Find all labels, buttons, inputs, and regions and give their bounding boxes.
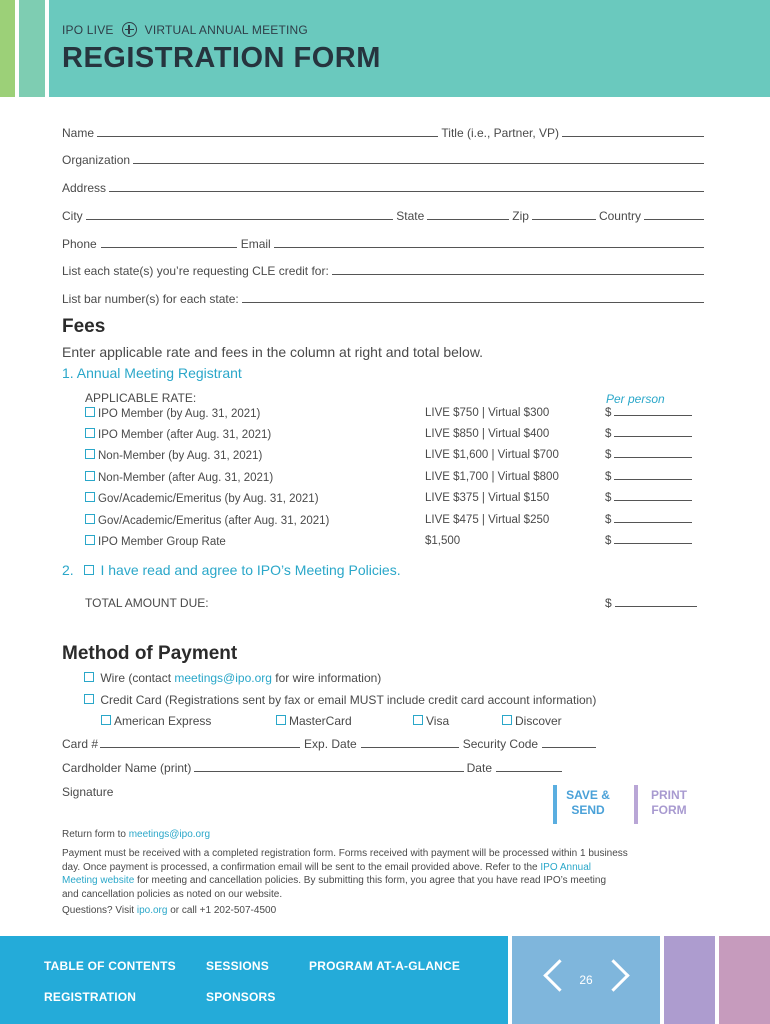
cardholder-field[interactable] <box>194 771 463 772</box>
visa-label: Visa <box>426 714 450 728</box>
phone-label: Phone <box>62 237 97 251</box>
bar-numbers-row <box>62 290 704 306</box>
fee-row <box>85 492 695 508</box>
header-accent-teal <box>19 0 45 97</box>
card-visa <box>413 714 449 728</box>
fee-name: IPO Member (by Aug. 31, 2021) <box>98 408 261 420</box>
fee-row <box>85 471 695 487</box>
fee-price: LIVE $475 | Virtual $250 <box>425 514 550 526</box>
meeting-policies-row <box>62 562 401 578</box>
payment-heading: Method of Payment <box>62 643 238 664</box>
note-line <box>62 874 702 888</box>
card-number-field[interactable] <box>100 747 300 748</box>
amex-label: American Express <box>114 714 212 728</box>
name-title-row <box>62 124 704 140</box>
dollar-sign: $ <box>605 535 612 547</box>
email-field[interactable] <box>274 247 704 248</box>
fee-row <box>85 514 695 530</box>
checkbox[interactable] <box>85 535 95 545</box>
footer-nav <box>0 936 508 1024</box>
cle-states-field[interactable] <box>332 274 704 275</box>
dollar-sign: $ <box>605 596 612 610</box>
fee-name: Non-Member (after Aug. 31, 2021) <box>98 472 274 484</box>
state-label: State <box>396 209 425 223</box>
questions-post: or call +1 202-507-4500 <box>167 905 277 916</box>
nav-sessions[interactable]: SESSIONS <box>206 959 269 973</box>
fee-name: Gov/Academic/Emeritus (after Aug. 31, 2021) <box>98 515 330 527</box>
per-person-label: Per person <box>606 392 665 406</box>
page-title: REGISTRATION FORM <box>62 42 381 74</box>
date-field[interactable] <box>496 771 562 772</box>
note-line: Payment must be received with a completed registration form. Forms received with payment will be processed within 1 business <box>62 848 628 859</box>
print-line2: FORM <box>651 803 687 817</box>
date-label: Date <box>466 761 492 775</box>
save-send-button[interactable] <box>553 785 619 824</box>
fee-name: IPO Member (after Aug. 31, 2021) <box>98 429 272 441</box>
bar-numbers-label: List bar number(s) for each state: <box>62 292 239 306</box>
country-label: Country <box>598 209 641 223</box>
name-label: Name <box>62 126 95 140</box>
pager <box>512 936 660 1024</box>
address-label: Address <box>62 181 107 195</box>
discover-label: Discover <box>515 714 562 728</box>
signature-label: Signature <box>62 785 114 799</box>
nav-sponsors[interactable]: SPONSORS <box>206 990 276 1004</box>
credit-card-checkbox[interactable] <box>84 694 94 704</box>
checkbox[interactable] <box>85 471 95 481</box>
note-text: for meeting and cancellation policies. By submitting this form, you agree that you have read IPO’s meeting <box>134 875 606 886</box>
fee-amount-field[interactable] <box>614 522 692 523</box>
annual-meeting-registrant: 1. Annual Meeting Registrant <box>62 365 242 381</box>
return-pre: Return form to <box>62 829 129 840</box>
dollar-sign: $ <box>605 471 612 483</box>
fee-name: Gov/Academic/Emeritus (by Aug. 31, 2021) <box>98 493 319 505</box>
card-details-row <box>62 735 598 751</box>
phone-field[interactable] <box>101 247 237 248</box>
total-amount-field[interactable] <box>615 606 697 607</box>
questions-note <box>62 904 276 918</box>
print-form-button[interactable] <box>634 785 700 824</box>
plus-circle-icon <box>122 22 137 37</box>
wire-checkbox[interactable] <box>84 672 94 682</box>
dollar-sign: $ <box>605 449 612 461</box>
note-text: day. Once payment is processed, a confirmation email will be sent to the email provided above. Refer to the <box>62 861 541 873</box>
card-number-label: Card # <box>62 737 99 751</box>
dollar-sign: $ <box>605 492 612 504</box>
discover-checkbox[interactable] <box>502 715 512 725</box>
fee-price: LIVE $850 | Virtual $400 <box>425 428 550 440</box>
credit-card-option <box>84 693 596 707</box>
cle-states-row <box>62 262 704 278</box>
address-row <box>62 179 704 195</box>
save-line2: SEND <box>571 803 605 817</box>
checkbox[interactable] <box>85 407 95 417</box>
title-label: Title (i.e., Partner, VP) <box>441 126 559 140</box>
fee-price: LIVE $375 | Virtual $150 <box>425 492 550 504</box>
exp-date-field[interactable] <box>361 747 459 748</box>
security-code-label: Security Code <box>462 737 539 751</box>
title-field[interactable] <box>562 136 704 137</box>
zip-field[interactable] <box>532 219 596 220</box>
credit-card-label: Credit Card (Registrations sent by fax or email MUST include credit card account information) <box>100 693 597 707</box>
cle-states-label: List each state(s) you’re requesting CLE credit for: <box>62 264 329 278</box>
name-field[interactable] <box>97 136 438 137</box>
cardholder-row <box>62 759 562 775</box>
fees-heading: Fees <box>62 316 106 337</box>
total-amount <box>605 596 697 610</box>
payment-policy-note <box>62 847 702 901</box>
fee-amount-field[interactable] <box>614 500 692 501</box>
organization-label: Organization <box>62 153 131 167</box>
note-line: and cancellation policies as noted on our website. <box>62 888 283 900</box>
ipo-annual-link[interactable]: IPO Annual <box>540 861 591 873</box>
security-code-field[interactable] <box>542 747 596 748</box>
eyebrow-right: VIRTUAL ANNUAL MEETING <box>144 22 308 37</box>
footer-accent-pink <box>719 936 770 1024</box>
city-row <box>62 207 704 223</box>
address-field[interactable] <box>109 191 704 192</box>
ipo-org-link[interactable]: ipo.org <box>136 905 168 916</box>
state-field[interactable] <box>427 219 509 220</box>
header-accent-green <box>0 0 15 97</box>
fee-row <box>85 449 695 465</box>
checkbox[interactable] <box>85 514 95 524</box>
fee-amount-field[interactable] <box>614 415 692 416</box>
fee-row <box>85 535 695 551</box>
city-label: City <box>62 209 83 223</box>
item2-number: 2. <box>62 562 74 578</box>
mastercard-checkbox[interactable] <box>276 715 286 725</box>
save-line1: SAVE & <box>566 788 610 802</box>
dollar-sign: $ <box>605 407 612 419</box>
fee-price: $1,500 <box>425 535 461 547</box>
country-field[interactable] <box>644 219 704 220</box>
eyebrow-left: IPO LIVE <box>62 22 114 37</box>
header-eyebrow <box>62 22 308 37</box>
card-amex <box>101 714 211 728</box>
fees-intro: Enter applicable rate and fees in the column at right and total below. <box>62 344 484 360</box>
city-field[interactable] <box>86 219 394 220</box>
checkbox[interactable] <box>85 449 95 459</box>
exp-date-label: Exp. Date <box>304 737 357 751</box>
checkbox[interactable] <box>85 492 95 502</box>
organization-row <box>62 151 704 167</box>
fee-price: LIVE $1,600 | Virtual $700 <box>425 449 559 461</box>
policies-checkbox[interactable] <box>84 565 94 575</box>
fee-row <box>85 428 695 444</box>
questions-pre: Questions? Visit <box>62 905 137 916</box>
organization-field[interactable] <box>133 163 704 164</box>
wire-text-pre: Wire (contact <box>100 671 175 685</box>
return-form-note <box>62 828 210 842</box>
mastercard-label: MasterCard <box>289 714 352 728</box>
zip-label: Zip <box>512 209 529 223</box>
fee-amount-field[interactable] <box>614 543 692 544</box>
card-mastercard <box>276 714 352 728</box>
wire-text-post: for wire information) <box>271 671 382 685</box>
meeting-website-link[interactable]: Meeting website <box>62 875 135 886</box>
fee-price: LIVE $1,700 | Virtual $800 <box>425 471 559 483</box>
fee-amount-field[interactable] <box>614 479 692 480</box>
note-line <box>62 861 702 875</box>
checkbox[interactable] <box>85 428 95 438</box>
dollar-sign: $ <box>605 514 612 526</box>
cardholder-label: Cardholder Name (print) <box>62 761 192 775</box>
dollar-sign: $ <box>605 428 612 440</box>
phone-email-row <box>62 235 704 251</box>
page-number: 26 <box>579 973 593 987</box>
amex-checkbox[interactable] <box>101 715 111 725</box>
bar-numbers-field[interactable] <box>242 302 704 303</box>
fee-name: IPO Member Group Rate <box>98 536 226 548</box>
wire-option <box>84 671 381 685</box>
nav-table-of-contents[interactable]: TABLE OF CONTENTS <box>44 959 176 973</box>
fee-amount-field[interactable] <box>614 457 692 458</box>
fee-price: LIVE $750 | Virtual $300 <box>425 407 550 419</box>
wire-email-link[interactable]: meetings@ipo.org <box>174 671 272 685</box>
return-email-link[interactable]: meetings@ipo.org <box>128 829 211 840</box>
nav-registration[interactable]: REGISTRATION <box>44 990 137 1004</box>
print-line1: PRINT <box>651 788 687 802</box>
card-discover <box>502 714 562 728</box>
footer-accent-purple <box>664 936 715 1024</box>
fee-row <box>85 407 695 423</box>
fee-name: Non-Member (by Aug. 31, 2021) <box>98 450 263 462</box>
email-label: Email <box>240 237 271 251</box>
fee-amount-field[interactable] <box>614 436 692 437</box>
nav-program-at-a-glance[interactable]: PROGRAM AT-A-GLANCE <box>309 959 461 973</box>
total-amount-label: TOTAL AMOUNT DUE: <box>85 596 209 610</box>
visa-checkbox[interactable] <box>413 715 423 725</box>
applicable-rate-label: APPLICABLE RATE: <box>85 391 197 405</box>
policies-label: I have read and agree to IPO’s Meeting Policies. <box>100 562 401 578</box>
